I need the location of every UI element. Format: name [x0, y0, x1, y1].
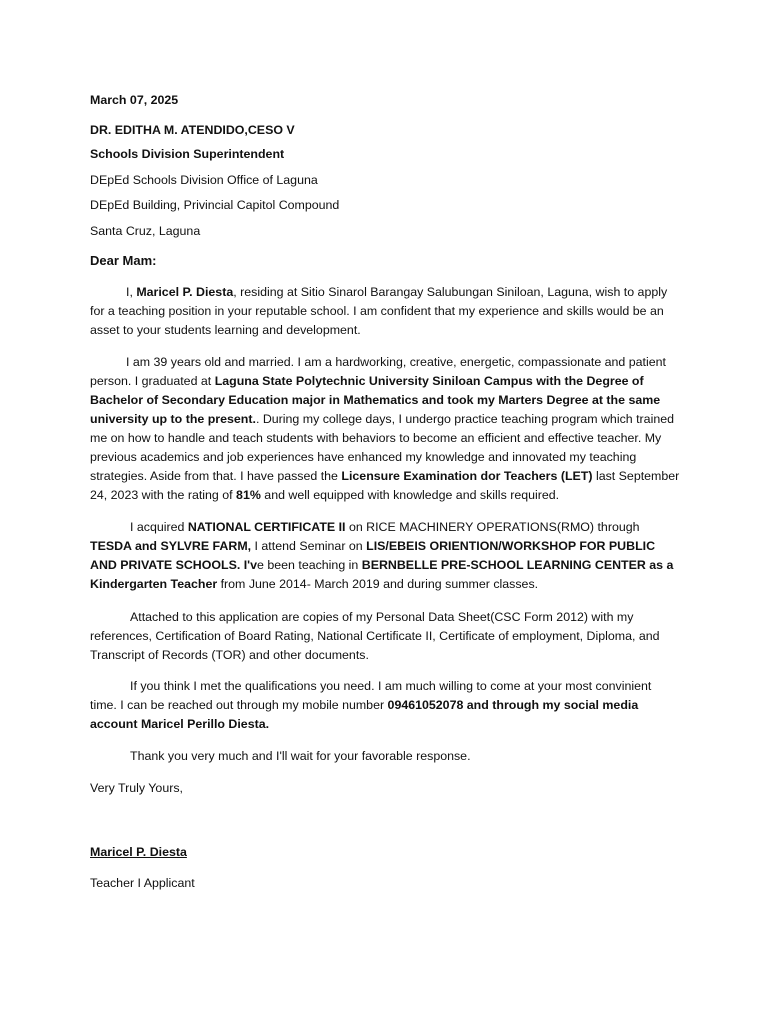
closing: Very Truly Yours,: [90, 781, 183, 795]
signature-role: Teacher I Applicant: [90, 876, 195, 890]
p2-text-b: . During my college days, I undergo practice teaching program which trained me on how to handle and teach students with behaviors to become an efficient and effective teacher. My previous academics and job experiences have enhanced my knowledge and innovated my teaching strategies. Aside from that. I have passed the: [90, 412, 674, 483]
paragraph-thanks: [90, 747, 680, 766]
p3-text-e: from June 2014- March 2019 and during summer classes.: [217, 577, 539, 591]
p5-text-a: If you think I met the qualifications you need. I am much willing to come at your most convinient time. I can be reached out through my mobile number: [90, 679, 652, 712]
p2-text-d: and well equipped with knowledge and skills required.: [260, 488, 560, 502]
p4-text: Attached to this application are copies of my Personal Data Sheet(CSC Form 2012) with my references, Certification of Board Rating, National Certificate II, Certificate of employment, Diploma, and Transcript of Records (TOR) and other documents.: [90, 610, 660, 662]
recipient-title: Schools Division Superintendent: [90, 147, 285, 161]
p1-text-a: I,: [126, 285, 137, 299]
paragraph-certifications: [90, 518, 680, 594]
training-provider: TESDA and SYLVRE FARM,: [90, 539, 252, 553]
education-detail: Laguna State Polytechnic University Siniloan Campus with the Degree of Bachelor of Secondary Education major in Mathematics and took my Marters Degree at the same university up to the present.: [90, 374, 661, 426]
p3-text-b: on RICE MACHINERY OPERATIONS(RMO) through: [345, 520, 640, 534]
p3-text-a: I acquired: [130, 520, 188, 534]
applicant-name: Maricel P. Diesta: [136, 285, 234, 299]
recipient-name: DR. EDITHA M. ATENDIDO,CESO V: [90, 123, 295, 137]
paragraph-background: [90, 353, 680, 505]
p3-text-d: e been teaching in: [257, 558, 362, 572]
exam-rating: 81%: [236, 488, 261, 502]
contact-details: 09461052078 and through my social media account Maricel Perillo Diesta.: [90, 698, 639, 731]
exam-name: Licensure Examination dor Teachers (LET): [341, 469, 593, 483]
employer-name: BERNBELLE PRE-SCHOOL LEARNING CENTER as a Kindergarten Teacher: [90, 558, 674, 591]
p6-text: Thank you very much and I'll wait for your favorable response.: [130, 749, 471, 763]
paragraph-attachments: [90, 608, 680, 665]
recipient-office: DEpEd Schools Division Office of Laguna: [90, 173, 318, 187]
seminar-name: LIS/EBEIS ORIENTION/WORKSHOP FOR PUBLIC AND PRIVATE SCHOOLS. I'v: [90, 539, 656, 572]
p3-text-c: I attend Seminar on: [251, 539, 367, 553]
p2-text-c: last September 24, 2023 with the rating of: [90, 469, 680, 502]
signature-name: Maricel P. Diesta: [90, 845, 187, 859]
recipient-city: Santa Cruz, Laguna: [90, 224, 201, 238]
letter-date: March 07, 2025: [90, 93, 179, 107]
paragraph-intro: [90, 283, 680, 340]
certificate-name: NATIONAL CERTIFICATE II: [187, 520, 346, 534]
salutation: Dear Mam:: [90, 253, 157, 268]
p1-text-b: , residing at Sitio Sinarol Barangay Salubungan Siniloan, Laguna, wish to apply for a teaching position in your reputable school. I am confident that my experience and skills would be an asset to your students learning and development.: [90, 285, 668, 337]
p2-text-a: I am 39 years old and married. I am a hardworking, creative, energetic, compassionate and patient person. I graduated at: [90, 355, 666, 388]
paragraph-contact: [90, 677, 680, 734]
recipient-building: DEpEd Building, Privincial Capitol Compound: [90, 198, 340, 212]
